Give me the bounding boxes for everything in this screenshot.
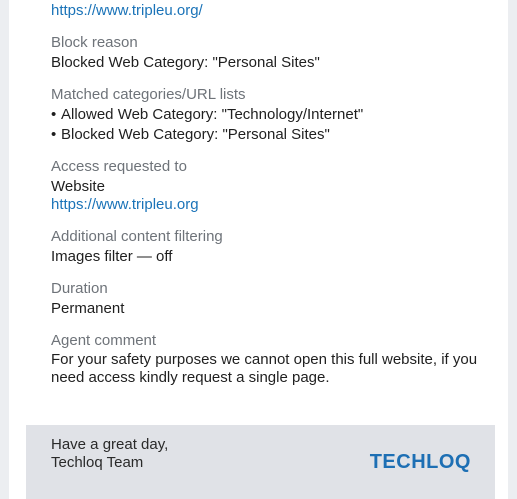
signoff-greeting: Have a great day, — [51, 436, 169, 453]
matched-category-blocked: Blocked Web Category: "Personal Sites" — [61, 126, 330, 143]
email-card — [9, 0, 508, 499]
signoff — [51, 436, 168, 472]
block-reason-label: Block reason — [51, 34, 138, 51]
duration-field — [51, 280, 488, 318]
access-requested-label: Access requested to — [51, 158, 187, 175]
duration-label: Duration — [51, 280, 108, 297]
access-requested-link[interactable]: https://www.tripleu.org — [51, 196, 199, 213]
duration-value: Permanent — [51, 300, 125, 317]
bullet-icon: • — [51, 126, 57, 143]
block-reason-field — [51, 34, 488, 72]
access-requested-field — [51, 158, 488, 214]
matched-categories-label: Matched categories/URL lists — [51, 86, 246, 103]
content-filtering-label: Additional content filtering — [51, 228, 223, 245]
list-item — [51, 126, 488, 144]
block-reason-value: Blocked Web Category: "Personal Sites" — [51, 54, 320, 71]
agent-comment-field — [51, 332, 488, 387]
request-details — [51, 0, 488, 387]
matched-category-allowed: Allowed Web Category: "Technology/Internet" — [61, 106, 364, 123]
list-item — [51, 106, 488, 124]
techloq-logo — [370, 451, 471, 473]
matched-categories-field — [51, 86, 488, 144]
logo-text: TECHLOQ — [369, 451, 471, 473]
signoff-team: Techloq Team — [51, 454, 144, 471]
access-requested-value: Website — [51, 178, 105, 195]
content-filtering-field — [51, 228, 488, 266]
bullet-icon: • — [51, 106, 57, 123]
agent-comment-value: For your safety purposes we cannot open this full website, if you need access kindly request a single page. — [51, 351, 478, 386]
email-footer — [26, 425, 495, 499]
content-filtering-value: Images filter — off — [51, 248, 173, 265]
agent-comment-label: Agent comment — [51, 332, 157, 349]
requested-url-link[interactable]: https://www.tripleu.org/ — [51, 2, 203, 19]
